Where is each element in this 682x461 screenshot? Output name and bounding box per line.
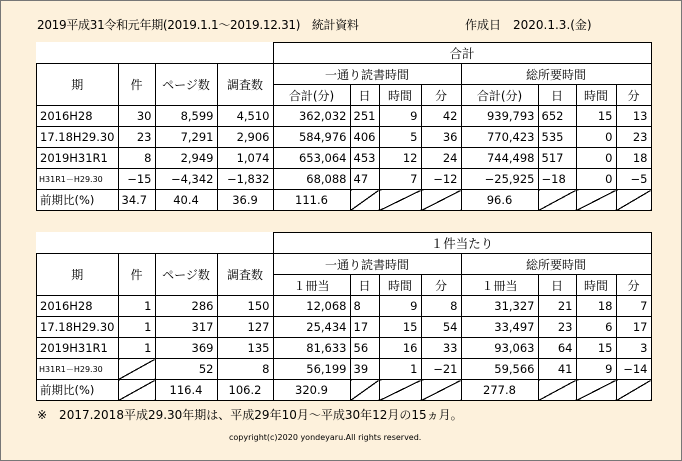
table-row: 2016H28 30 8,599 4,510 362,032 251 9 42 939,793 652 15 13 xyxy=(37,106,652,127)
per-item-table xyxy=(36,232,652,401)
empty-cell xyxy=(576,190,616,211)
col-total-hour: 時間 xyxy=(576,85,616,106)
empty-cell xyxy=(118,380,155,401)
empty-cell xyxy=(538,380,576,401)
table-row: 2019H31R1 1 369 135 81,633 56 16 33 93,063 64 15 3 xyxy=(37,338,652,359)
table-row: 前期比(%) 116.4 106.2 320.9 277.8 xyxy=(37,380,652,401)
col-total-day: 日 xyxy=(538,85,576,106)
empty-cell xyxy=(538,190,576,211)
table-row: 17.18H29.30 23 7,291 2,906 584,976 406 5 36 770,423 535 0 23 xyxy=(37,127,652,148)
blank-corner xyxy=(37,233,274,254)
table-row: H31R1－H29.30 −15 −4,342 −1,832 68,088 47 7 −12 −25,925 −18 0 −5 xyxy=(37,169,652,190)
empty-cell xyxy=(421,380,461,401)
col-count: 件 xyxy=(118,254,155,296)
empty-cell xyxy=(421,190,461,211)
table-row: 2019H31R1 8 2,949 1,074 653,064 453 12 24 744,498 517 0 18 xyxy=(37,148,652,169)
col-pages: ページ数 xyxy=(155,254,217,296)
col-period: 期 xyxy=(37,254,119,296)
table-row: H31R1－H29.30 52 8 56,199 39 1 −21 59,566 41 9 −14 xyxy=(37,359,652,380)
created-date: 作成日 2020.1.3.(金) xyxy=(465,18,592,32)
empty-cell xyxy=(379,190,421,211)
col-read-hour: 時間 xyxy=(379,275,421,296)
empty-cell xyxy=(350,190,379,211)
col-pages: ページ数 xyxy=(155,64,217,106)
table-row: 17.18H29.30 1 317 127 25,434 17 15 54 33,497 23 6 17 xyxy=(37,317,652,338)
empty-cell xyxy=(350,380,379,401)
sheet-title: 2019平成31令和元年期(2019.1.1～2019.12.31) 統計資料 xyxy=(37,18,359,32)
table-caption: １件当たり xyxy=(273,233,651,254)
col-read-hour: 時間 xyxy=(379,85,421,106)
blank-corner xyxy=(37,43,274,64)
empty-cell xyxy=(379,380,421,401)
group-total-time: 総所要時間 xyxy=(461,254,651,275)
col-total-total: 合計(分) xyxy=(461,85,538,106)
group-total-time: 総所要時間 xyxy=(461,64,651,85)
empty-cell xyxy=(118,359,155,380)
col-total-hour: 時間 xyxy=(576,275,616,296)
col-total-minute: 分 xyxy=(616,85,651,106)
totals-table xyxy=(36,42,652,211)
col-read-day: 日 xyxy=(350,275,379,296)
col-surveys: 調査数 xyxy=(217,254,273,296)
table-row: 前期比(%) 34.7 40.4 36.9 111.6 96.6 xyxy=(37,190,652,211)
empty-cell xyxy=(576,380,616,401)
copyright: copyright(c)2020 yondeyaru.All rights reserved. xyxy=(229,433,422,442)
col-read-total: 合計(分) xyxy=(273,85,350,106)
col-total-day: 日 xyxy=(538,275,576,296)
group-read-time: 一通り読書時間 xyxy=(273,254,461,275)
col-period: 期 xyxy=(37,64,119,106)
table-row: 2016H28 1 286 150 12,068 8 9 8 31,327 21 18 7 xyxy=(37,296,652,317)
col-read-minute: 分 xyxy=(421,85,461,106)
footnote: ※ 2017.2018平成29.30年期は、平成29年10月～平成30年12月の15ヵ月。 xyxy=(37,408,463,422)
col-read-minute: 分 xyxy=(421,275,461,296)
empty-cell xyxy=(616,190,651,211)
col-surveys: 調査数 xyxy=(217,64,273,106)
col-count: 件 xyxy=(118,64,155,106)
empty-cell xyxy=(616,380,651,401)
col-total-per-book: １冊当 xyxy=(461,275,538,296)
table-caption: 合計 xyxy=(273,43,651,64)
col-total-minute: 分 xyxy=(616,275,651,296)
group-read-time: 一通り読書時間 xyxy=(273,64,461,85)
col-read-day: 日 xyxy=(350,85,379,106)
col-read-per-book: １冊当 xyxy=(273,275,350,296)
